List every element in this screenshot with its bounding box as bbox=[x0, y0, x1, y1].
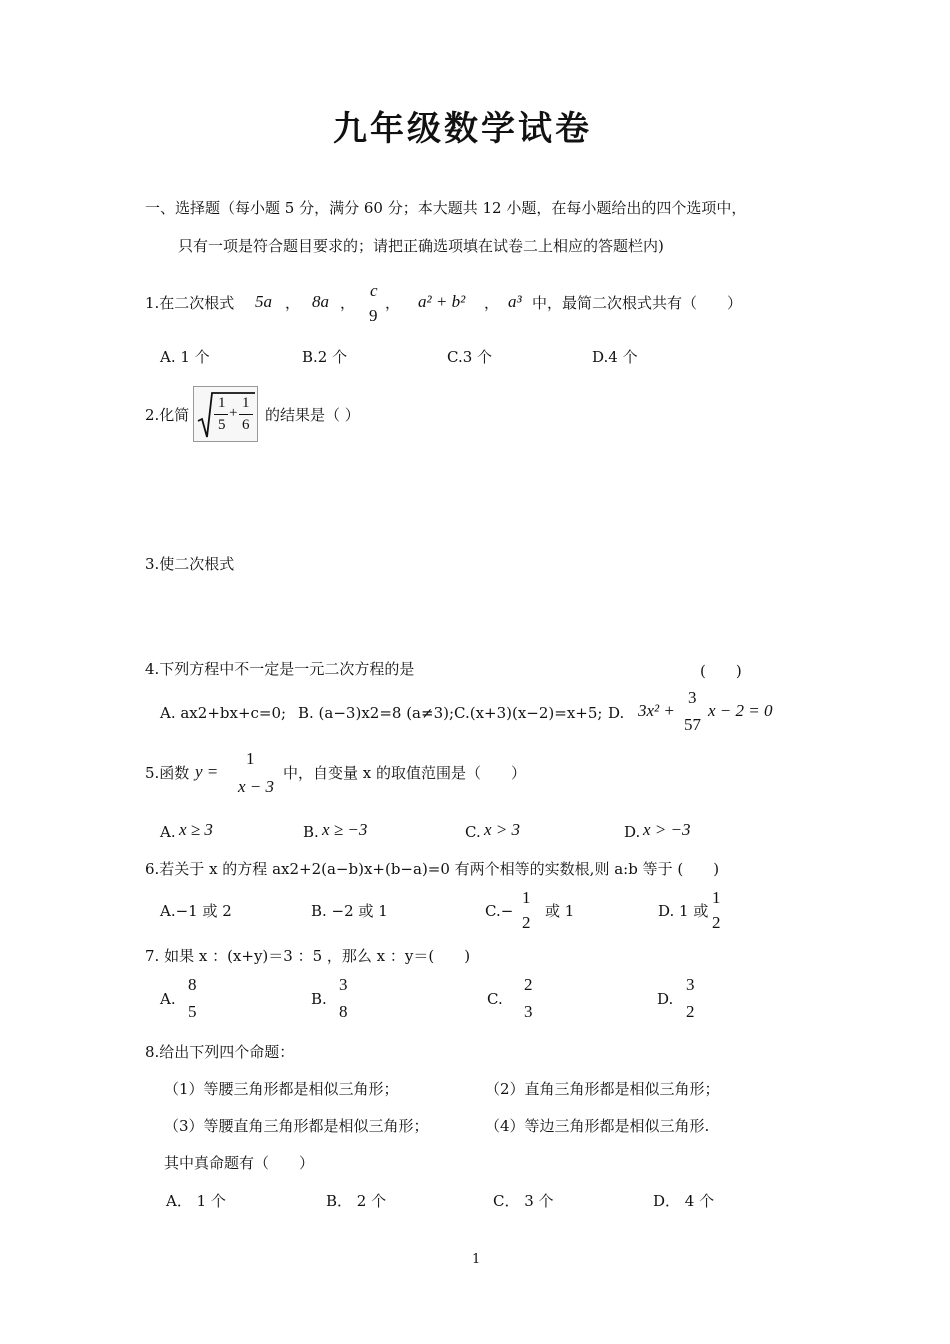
q8-text: 8.给出下列四个命题： bbox=[145, 1043, 295, 1061]
q4-option-a: A. ax2+bx+c=0; bbox=[160, 704, 287, 722]
q7-option-c-num: 2 bbox=[524, 975, 533, 994]
question-3: 3.使二次根式 bbox=[145, 555, 235, 573]
q8-option-d: D． 4 个 bbox=[653, 1192, 715, 1210]
q4-option-d-left: 3x² + bbox=[638, 701, 675, 720]
q7-option-d-den: 2 bbox=[686, 1002, 695, 1021]
q5-option-d-expr: x > −3 bbox=[643, 820, 691, 839]
q5-option-c-label: C. bbox=[465, 823, 481, 841]
q7-option-a-num: 8 bbox=[188, 975, 197, 994]
q2-plus: + bbox=[229, 405, 238, 421]
q1-expr-1: 5a bbox=[255, 292, 272, 311]
q8-proposition-3: （3）等腰直角三角形都是相似三角形； bbox=[164, 1117, 429, 1135]
q4-option-b: B. (a−3)x2=8 (a≠3); bbox=[298, 704, 455, 722]
q5-option-b-label: B. bbox=[303, 823, 319, 841]
q6-option-c-prefix: C.− bbox=[485, 902, 514, 920]
q4-option-d-num: 3 bbox=[688, 688, 697, 707]
q1-option-c: C.3 个 bbox=[447, 348, 493, 366]
q4-option-c: C.(x+3)(x−2)=x+5; bbox=[454, 704, 603, 722]
q5-y-eq: y = bbox=[195, 762, 219, 781]
q7-option-b-num: 3 bbox=[339, 975, 348, 994]
q2-frac1-den: 5 bbox=[218, 417, 226, 433]
q7-option-a-label: A. bbox=[160, 990, 176, 1008]
q1-expr-2: 8a bbox=[312, 292, 329, 311]
q2-frac2-num: 1 bbox=[242, 395, 250, 411]
q5-suffix: 中，自变量 x 的取值范围是（ ） bbox=[283, 764, 526, 782]
q8-ask: 其中真命题有（ ） bbox=[164, 1154, 315, 1172]
q6-option-a: A.−1 或 2 bbox=[160, 902, 232, 920]
q1-prefix: 1.在二次根式 bbox=[145, 294, 235, 312]
q1-option-a: A. 1 个 bbox=[160, 348, 210, 366]
section-heading-line2: 只有一项是符合题目要求的；请把正确选项填在试卷二上相应的答题栏内) bbox=[178, 237, 664, 255]
q5-option-a-expr: x ≥ 3 bbox=[179, 820, 213, 839]
q2-frac1-num: 1 bbox=[218, 395, 226, 411]
q7-text: 7. 如果 x ：(x+y)＝3 ：5 ，那么 x ：y＝( ) bbox=[145, 947, 471, 965]
page-title: 九年级数学试卷 bbox=[333, 109, 592, 149]
q6-text: 6.若关于 x 的方程 ax2+2(a−b)x+(b−a)=0 有两个相等的实数根,则 a:b 等于 ( ) bbox=[145, 860, 720, 878]
q2-frac2-den: 6 bbox=[242, 417, 250, 433]
q6-option-d-num: 1 bbox=[712, 888, 721, 907]
section-heading-line1: 一、选择题（每小题 5 分，满分 60 分；本大题共 12 小题，在每小题给出的四个选项中， bbox=[145, 199, 747, 217]
q5-option-b-expr: x ≥ −3 bbox=[322, 820, 368, 839]
q7-option-b-label: B. bbox=[311, 990, 327, 1008]
q1-expr-3-num: c bbox=[370, 281, 378, 300]
q1-option-d: D.4 个 bbox=[592, 348, 638, 366]
q5-option-c-expr: x > 3 bbox=[484, 820, 521, 839]
q1-expr-4: a² + b² bbox=[418, 292, 466, 311]
q8-option-b: B． 2 个 bbox=[326, 1192, 387, 1210]
q8-option-c: C． 3 个 bbox=[493, 1192, 554, 1210]
q5-option-a-label: A. bbox=[160, 823, 176, 841]
q1-expr-3-den: 9 bbox=[369, 306, 378, 325]
q2-suffix: 的结果是（ ） bbox=[265, 406, 360, 424]
q7-option-b-den: 8 bbox=[339, 1002, 348, 1021]
q6-option-c-num: 1 bbox=[522, 888, 531, 907]
q4-option-d-den: 57 bbox=[684, 715, 701, 734]
q7-option-c-den: 3 bbox=[524, 1002, 533, 1021]
q6-option-b: B. −2 或 1 bbox=[311, 902, 388, 920]
q6-option-d-den: 2 bbox=[712, 913, 721, 932]
q7-option-c-label: C. bbox=[487, 990, 503, 1008]
q1-suffix: 中，最简二次根式共有（ ） bbox=[532, 294, 743, 312]
q4-option-d-right: x − 2 = 0 bbox=[708, 701, 773, 720]
q1-option-b: B.2 个 bbox=[302, 348, 348, 366]
q7-option-d-label: D. bbox=[657, 990, 674, 1008]
q4-option-d-label: D. bbox=[608, 704, 625, 722]
q8-proposition-1: （1）等腰三角形都是相似三角形； bbox=[164, 1080, 399, 1098]
q2-formula-image bbox=[193, 386, 258, 442]
q5-option-d-label: D. bbox=[624, 823, 641, 841]
q4-bracket: ( ) bbox=[700, 662, 742, 680]
q1-expr-5: a³ bbox=[508, 292, 522, 311]
q4-text: 4.下列方程中不一定是一元二次方程的是 bbox=[145, 660, 415, 678]
q7-option-d-num: 3 bbox=[686, 975, 695, 994]
q8-option-a: A． 1 个 bbox=[166, 1192, 226, 1210]
q8-proposition-2: （2）直角三角形都是相似三角形； bbox=[485, 1080, 720, 1098]
q6-option-c-den: 2 bbox=[522, 913, 531, 932]
q2-prefix: 2.化简 bbox=[145, 406, 190, 424]
q7-option-a-den: 5 bbox=[188, 1002, 197, 1021]
q6-option-c-suffix: 或 1 bbox=[545, 902, 575, 920]
q5-prefix: 5.函数 bbox=[145, 764, 190, 782]
q5-num: 1 bbox=[246, 749, 255, 768]
q6-option-d-prefix: D. 1 或 bbox=[658, 902, 709, 920]
q5-den: x − 3 bbox=[238, 777, 275, 796]
q8-proposition-4: （4）等边三角形都是相似三角形. bbox=[485, 1117, 710, 1135]
page-number: 1 bbox=[472, 1252, 481, 1267]
